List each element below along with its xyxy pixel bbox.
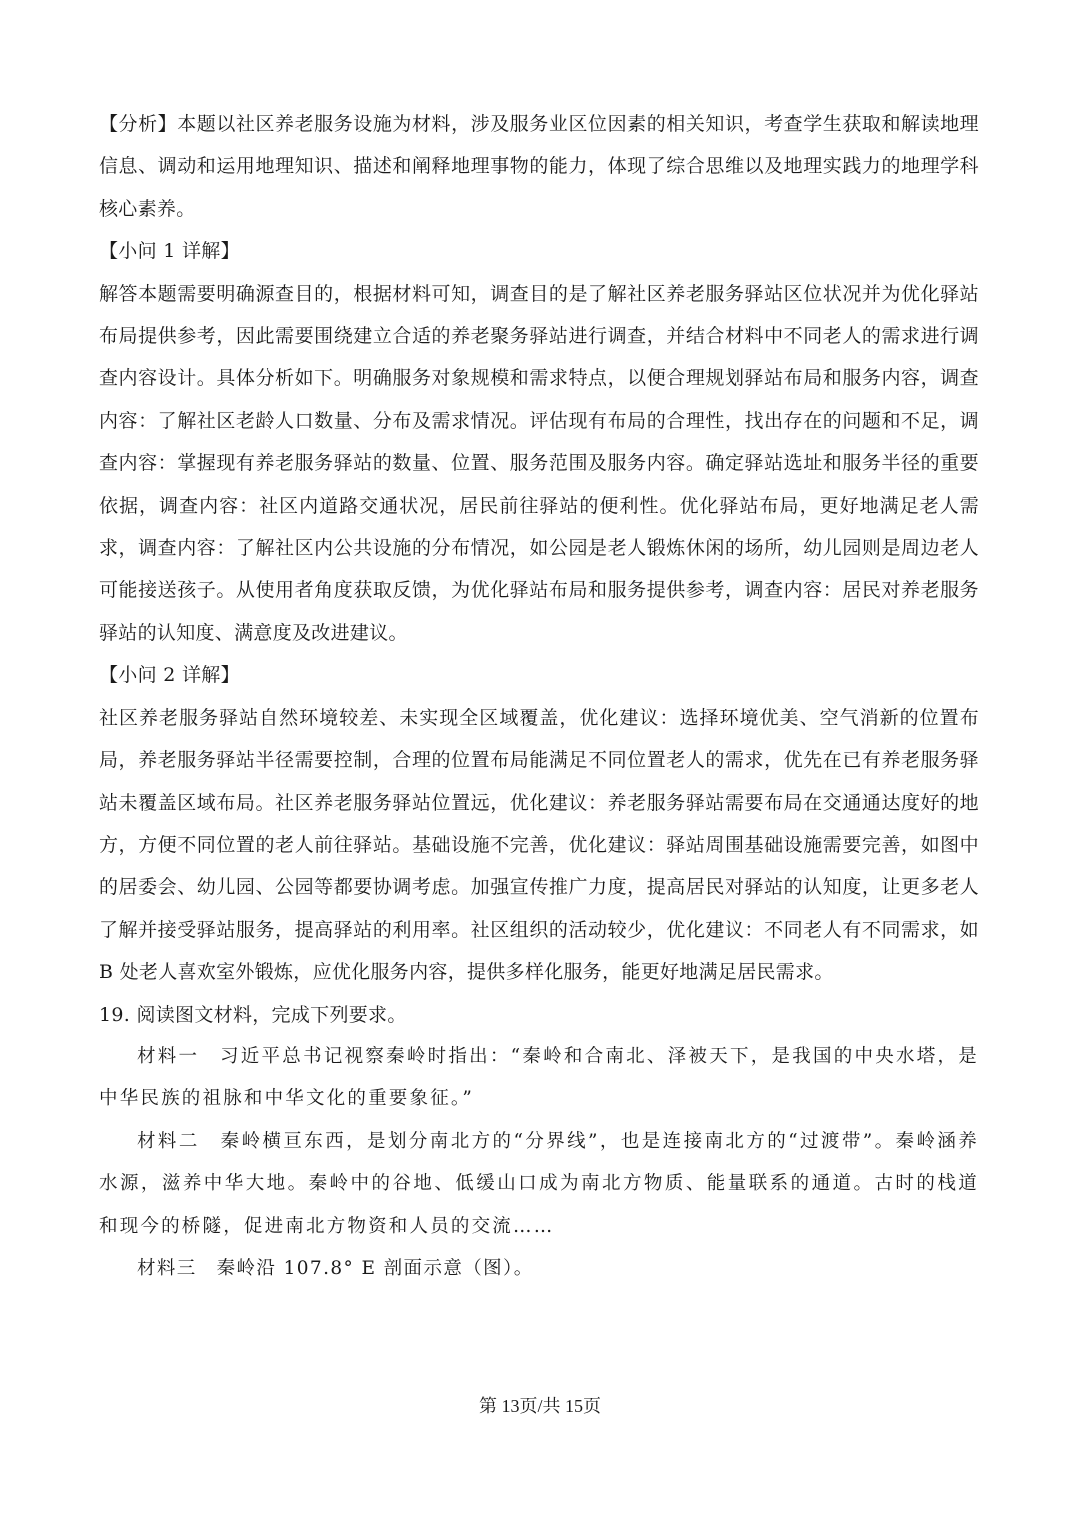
q1-heading: 【小问 1 详解】 (99, 240, 240, 263)
material-one: 材料一 习近平总书记视察秦岭时指出：“秦岭和合南北、泽被天下，是我国的中央水塔，是中华民族的祖脉和中华文化的重要象征。” (99, 1045, 979, 1110)
page-number-footer: 第 13页/共 15页 (478, 1396, 601, 1416)
q2-heading: 【小问 2 详解】 (99, 664, 240, 687)
question-19-intro: 19. 阅读图文材料，完成下列要求。 (99, 1003, 407, 1026)
material-two: 材料二 秦岭横亘东西，是划分南北方的“分界线”，也是连接南北方的“过渡带”。秦岭涵养水源，滋养中华大地。秦岭中的谷地、低缓山口成为南北方物质、能量联系的通道。古时的栈道和现今的桥隧，促进南北方物资和人员的交流…… (99, 1130, 979, 1237)
page-content (99, 103, 979, 1290)
material-three: 材料三 秦岭沿 107.8° E 剖面示意（图）。 (137, 1257, 534, 1279)
q1-answer-paragraph: 解答本题需要明确源查目的，根据材料可知，调查目的是了解社区养老服务驿站区位状况并为优化驿站布局提供参考，因此需要围绕建立合适的养老聚务驿站进行调查，并结合材料中不同老人的需求进行调查内容设计。具体分析如下。明确服务对象规模和需求特点，以便合理规划驿站布局和服务内容，调查内容：了解社区老龄人口数量、分布及需求情况。评估现有布局的合理性，找出存在的问题和不足，调查内容：掌握现有养老服务驿站的数量、位置、服务范围及服务内容。确定驿站选址和服务半径的重要依据，调查内容：社区内道路交通状况，居民前往驿站的便利性。优化驿站布局，更好地满足老人需求，调查内容：了解社区内公共设施的分布情况，如公园是老人锻炼休闲的场所，幼儿园则是周边老人可能接送孩子。从使用者角度获取反馈，为优化驿站布局和服务提供参考，调查内容：居民对养老服务驿站的认知度、满意度及改进建议。 (99, 282, 979, 644)
analysis-paragraph: 【分析】本题以社区养老服务设施为材料，涉及服务业区位因素的相关知识，考查学生获取和解读地理信息、调动和运用地理知识、描述和阐释地理事物的能力，体现了综合思维以及地理实践力的地理学科核心素养。 (99, 113, 979, 220)
q2-answer-paragraph: 社区养老服务驿站自然环境较差、未实现全区域覆盖，优化建议：选择环境优美、空气消新的位置布局，养老服务驿站半径需要控制，合理的位置布局能满足不同位置老人的需求，优先在已有养老服务驿站未覆盖区域布局。社区养老服务驿站位置远，优化建议：养老服务驿站需要布局在交通通达度好的地方，方便不同位置的老人前往驿站。基础设施不完善，优化建议：驿站周围基础设施需要完善，如图中的居委会、幼儿园、公园等都要协调考虑。加强宣传推广力度，提高居民对驿站的认知度，让更多老人了解并接受驿站服务，提高驿站的利用率。社区组织的活动较少，优化建议：不同老人有不同需求，如 B 处老人喜欢室外锻炼，应优化服务内容，提供多样化服务，能更好地满足居民需求。 (99, 706, 979, 984)
